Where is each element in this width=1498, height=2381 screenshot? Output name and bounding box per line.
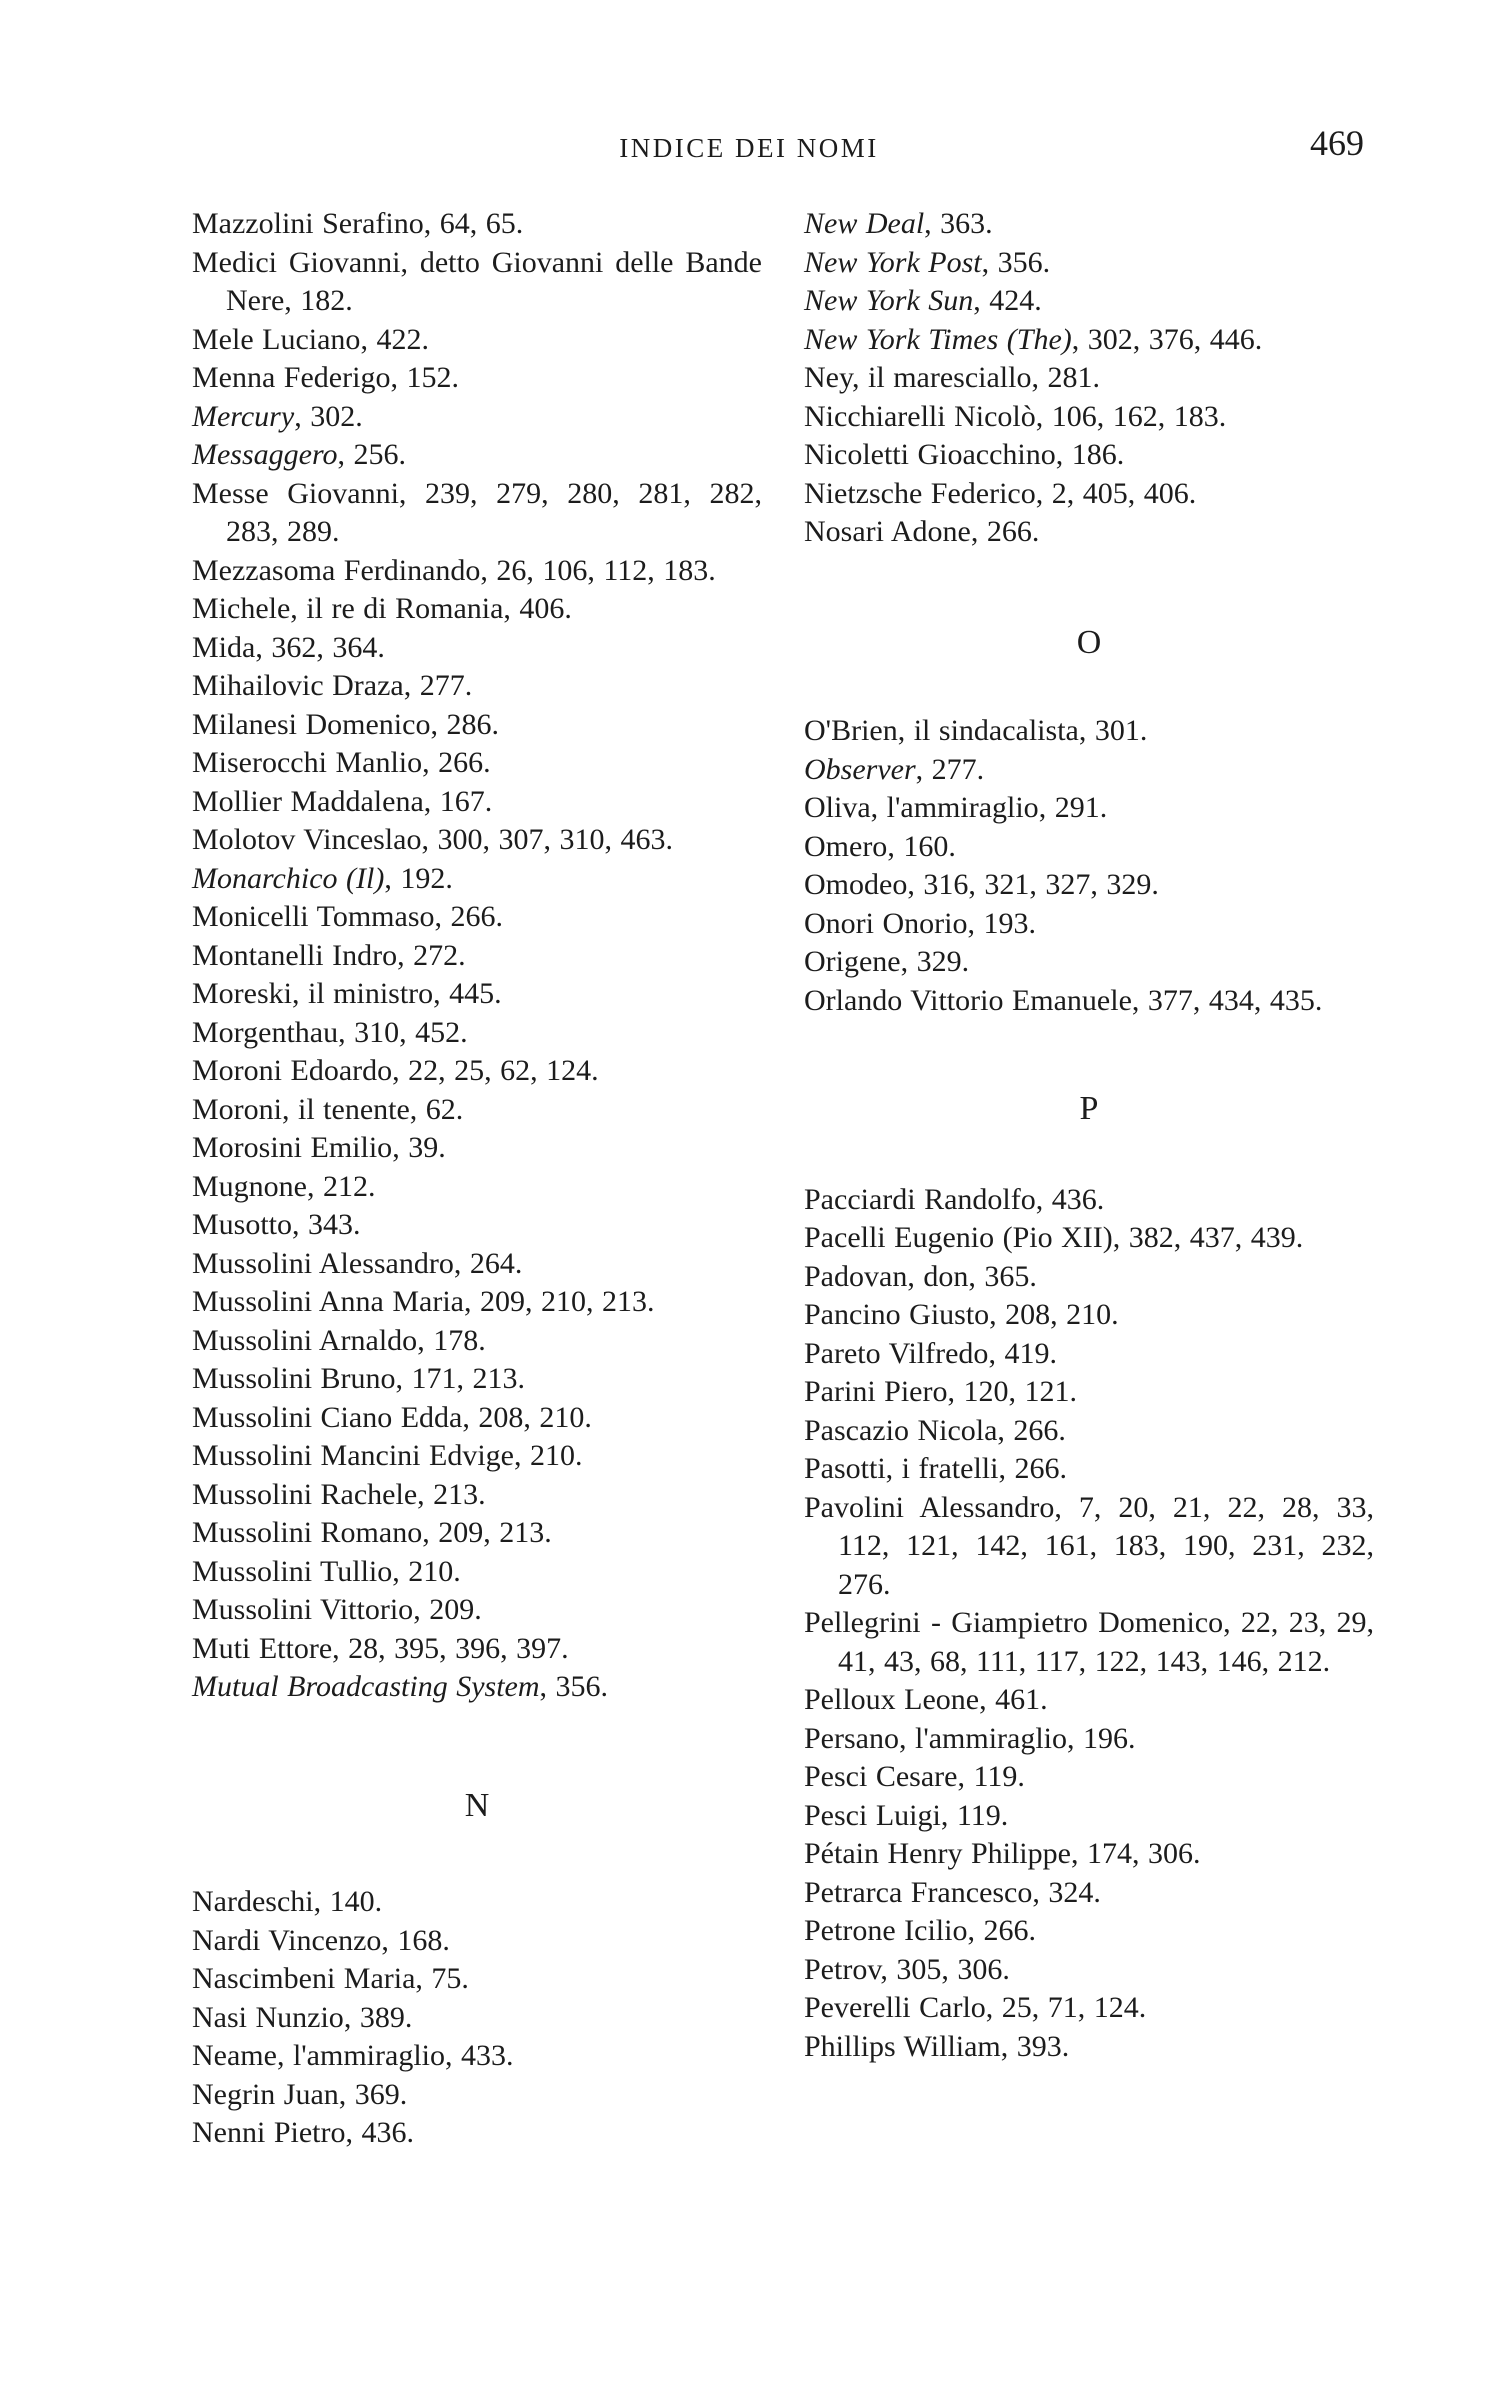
index-entry-page-refs: , 302, 376, 446.: [1071, 322, 1263, 356]
index-entry: [192, 1360, 762, 1399]
index-entry: [192, 1668, 762, 1707]
index-entry-page-refs: , 7, 20, 21, 22, 28, 33, 112, 121, 142, 161, 183, 190, 231, 232, 276.: [838, 1490, 1375, 1601]
index-entry: [804, 282, 1374, 321]
index-entry-name: Moroni, il tenente: [192, 1092, 410, 1126]
index-entry-page-refs: , 266.: [998, 1452, 1067, 1485]
index-entry: [192, 1091, 762, 1130]
index-entry: [192, 860, 762, 899]
index-entry-page-refs: , 272.: [397, 938, 466, 972]
index-entry-name: Pavolini Alessandro: [804, 1490, 1055, 1524]
index-entry-name: Pascazio Nicola: [804, 1413, 998, 1447]
index-entry: [192, 1476, 762, 1515]
index-entry-page-refs: , 433.: [444, 2039, 514, 2072]
index-entry-name: Pellegrini - Giampietro Domenico: [804, 1606, 1224, 1639]
index-entry-name: New Deal: [804, 207, 925, 240]
index-column-left: [192, 205, 762, 2153]
index-entry-page-refs: , 120, 121.: [947, 1375, 1077, 1408]
index-entry: [804, 1835, 1374, 1874]
index-entry-page-refs: , 356.: [539, 1670, 609, 1703]
index-entry: [192, 1630, 762, 1669]
index-entry-page-refs: , 186.: [1055, 438, 1125, 471]
index-entry-page-refs: , 178.: [417, 1323, 486, 1357]
index-entry: [192, 552, 762, 591]
index-entry-page-refs: , 393.: [1000, 2029, 1070, 2063]
index-entry-page-refs: , 445.: [433, 977, 502, 1010]
index-entry-page-refs: , 264.: [453, 1246, 523, 1280]
index-entry-name: Pacelli Eugenio (Pio XII): [804, 1221, 1113, 1254]
index-entry: [192, 1591, 762, 1630]
index-entry: [804, 1604, 1374, 1681]
index-entry-name: Musotto: [192, 1208, 293, 1241]
index-entry-page-refs: , 277.: [403, 669, 473, 702]
index-entry-page-refs: , 365.: [968, 1259, 1037, 1293]
index-entry: [192, 1322, 762, 1361]
index-entry-page-refs: , 305, 306.: [880, 1952, 1010, 1986]
index-entry-page-refs: , 182.: [284, 284, 353, 317]
index-entry-name: Origene: [804, 945, 901, 978]
index-entry-page-refs: , 356.: [981, 245, 1051, 279]
index-entry-page-refs: , 422.: [360, 322, 429, 356]
index-entry-page-refs: , 266.: [967, 1914, 1036, 1947]
index-entry: [192, 475, 762, 552]
index-entry: [804, 205, 1374, 244]
index-entry-name: Pasotti, i fratelli: [804, 1452, 999, 1485]
index-entry: [192, 1283, 762, 1322]
index-entry-name: Pancino Giusto: [804, 1298, 990, 1331]
index-entry-name: Mihailovic Draza: [192, 669, 404, 702]
index-entry-name: Milanesi Domenico: [192, 707, 431, 741]
index-entry-name: Pelloux Leone: [804, 1683, 980, 1716]
index-entry-name: Nosari Adone: [804, 515, 971, 548]
index-entry: [192, 783, 762, 822]
index-entry-name: Mazzolini Serafino: [192, 207, 424, 240]
index-entry-page-refs: , 62.: [409, 1092, 464, 1126]
index-entry-page-refs: , 193.: [967, 906, 1036, 940]
index-entry-name: Nietzsche Federico: [804, 476, 1036, 510]
index-entry-name: Mussolini Rachele: [192, 1477, 418, 1511]
index-entry: [192, 1999, 762, 2038]
index-entry-page-refs: , 286.: [430, 707, 499, 741]
index-entry: [804, 436, 1374, 475]
index-entry: [192, 590, 762, 629]
index-entry: [804, 1681, 1374, 1720]
index-entry-page-refs: , 22, 23, 29, 41, 43, 68, 111, 117, 122, 143, 146, 212.: [838, 1606, 1375, 1678]
index-entry-page-refs: , 106, 162, 183.: [1035, 399, 1227, 433]
index-entry: [804, 2028, 1374, 2067]
index-entry: [192, 629, 762, 668]
index-entry-name: Mida: [192, 630, 256, 664]
index-entry-page-refs: , 75.: [415, 1962, 469, 1995]
index-entry: [192, 1399, 762, 1438]
index-entry-name: Parini Piero: [804, 1375, 948, 1408]
index-entry: [804, 513, 1374, 552]
index-entry-name: Phillips William: [804, 2029, 1001, 2063]
index-entry-name: Petrarca Francesco: [804, 1875, 1033, 1909]
index-entry-name: Observer: [804, 752, 916, 786]
index-entry: [804, 1258, 1374, 1297]
index-entry-name: Orlando Vittorio Emanuele: [804, 983, 1132, 1017]
index-entry-page-refs: , 406.: [503, 592, 572, 625]
index-entry-name: Padovan, don: [804, 1259, 969, 1293]
page-number: 469: [1310, 123, 1364, 163]
index-entry: [192, 975, 762, 1014]
index-entry-page-refs: , 26, 106, 112, 183.: [480, 553, 716, 587]
index-entry-page-refs: , 419.: [988, 1336, 1057, 1370]
index-entry: [804, 1450, 1374, 1489]
index-entry: [804, 828, 1374, 867]
index-entry-page-refs: , 209.: [413, 1593, 482, 1626]
section-letter-o: O: [1076, 623, 1102, 661]
index-entry-name: Pacciardi Randolfo: [804, 1182, 1036, 1216]
index-entry-name: Mussolini Bruno: [192, 1362, 396, 1395]
index-entry-name: Nicchiarelli Nicolò: [804, 399, 1036, 433]
index-entry-page-refs: , 382, 437, 439.: [1112, 1221, 1304, 1254]
index-entry-name: Michele, il re di Romania: [192, 592, 504, 625]
index-entry-name: Monarchico (Il): [192, 861, 385, 895]
index-entry-name: Mussolini Tullio: [192, 1554, 393, 1588]
index-entry: [804, 1951, 1374, 1990]
index-entry-name: Neame, l'ammiraglio: [192, 2039, 445, 2072]
index-entry-page-refs: , 196.: [1067, 1721, 1136, 1755]
index-entry-name: Mutual Broadcasting System: [192, 1670, 540, 1703]
index-entry: [192, 1437, 762, 1476]
index-entry: [804, 321, 1374, 360]
index-entry-name: O'Brien, il sindacalista: [804, 714, 1079, 747]
index-entry-name: Pesci Luigi: [804, 1798, 941, 1832]
index-entry-name: Omodeo: [804, 868, 908, 901]
index-entry-name: Mezzasoma Ferdinando: [192, 553, 481, 587]
index-entry-page-refs: , 152.: [390, 361, 459, 394]
index-entry-page-refs: , 291.: [1038, 791, 1108, 824]
index-entry-page-refs: , 208, 210.: [989, 1298, 1119, 1331]
index-entry-name: Petrone Icilio: [804, 1914, 968, 1947]
entry-group-m: [192, 205, 762, 1707]
index-entry-name: Mussolini Arnaldo: [192, 1323, 418, 1357]
index-entry-page-refs: , 168.: [381, 1923, 450, 1957]
index-entry-name: Pareto Vilfredo: [804, 1336, 989, 1370]
index-entry-name: Petrov: [804, 1952, 881, 1986]
entry-group-p: [804, 1181, 1374, 2067]
index-entry-name: Messe Giovanni: [192, 476, 399, 510]
section-letter-n: N: [464, 1786, 490, 1824]
index-entry: [192, 1052, 762, 1091]
index-entry-name: Mussolini Alessandro: [192, 1246, 454, 1280]
index-entry: [192, 205, 762, 244]
index-entry-name: Mercury: [192, 399, 295, 433]
index-entry-name: Medici Giovanni, detto Giovanni delle Bande Nere: [192, 245, 762, 317]
index-entry-name: Molotov Vinceslao: [192, 823, 422, 856]
index-entry-page-refs: , 300, 307, 310, 463.: [421, 823, 673, 856]
index-entry-page-refs: , 436.: [1035, 1182, 1105, 1216]
section-letter-p: P: [1079, 1090, 1099, 1127]
index-entry-name: Omero: [804, 829, 888, 863]
entry-group-o: [804, 712, 1374, 1020]
index-entry-page-refs: , 316, 321, 327, 329.: [907, 868, 1159, 901]
index-entry: [804, 905, 1374, 944]
index-entry-page-refs: , 209, 213.: [422, 1516, 552, 1549]
index-entry: [192, 937, 762, 976]
index-entry: [192, 1553, 762, 1592]
index-entry: [192, 244, 762, 321]
index-entry: [192, 1245, 762, 1284]
index-entry-name: Monicelli Tommaso: [192, 900, 435, 933]
index-entry: [192, 321, 762, 360]
index-entry: [804, 1296, 1374, 1335]
index-entry: [804, 1720, 1374, 1759]
index-entry: [804, 475, 1374, 514]
index-entry: [192, 2114, 762, 2153]
index-entry-page-refs: , 2, 405, 406.: [1035, 476, 1197, 510]
index-entry-page-refs: , 239, 279, 280, 281, 282, 283, 289.: [226, 476, 762, 548]
index-entry-page-refs: , 119.: [957, 1760, 1025, 1793]
index-entry-page-refs: , 266.: [422, 746, 491, 779]
index-entry-page-refs: , 436.: [345, 2116, 414, 2149]
index-entry: [192, 1883, 762, 1922]
index-entry-page-refs: , 212.: [307, 1169, 376, 1203]
index-entry: [192, 821, 762, 860]
index-entry: [804, 866, 1374, 905]
index-entry-name: Nardeschi: [192, 1885, 314, 1918]
index-entry-name: Oliva, l'ammiraglio: [804, 791, 1039, 824]
index-entry: [804, 359, 1374, 398]
index-entry: [192, 2076, 762, 2115]
index-entry-page-refs: , 209, 210, 213.: [464, 1285, 655, 1318]
index-entry-name: Muti Ettore: [192, 1631, 333, 1665]
index-entry-page-refs: , 301.: [1078, 714, 1148, 747]
index-entry-page-refs: , 64, 65.: [423, 207, 524, 240]
index-entry-page-refs: , 192.: [384, 861, 453, 895]
index-entry: [804, 1874, 1374, 1913]
index-entry-page-refs: , 343.: [292, 1208, 361, 1241]
index-entry: [192, 1960, 762, 1999]
index-entry-page-refs: , 362, 364.: [255, 630, 385, 664]
index-entry: [804, 1912, 1374, 1951]
index-entry-page-refs: , 160.: [887, 829, 956, 863]
index-entry: [804, 1219, 1374, 1258]
index-entry: [192, 1129, 762, 1168]
index-entry: [804, 1797, 1374, 1836]
index-entry-name: Mussolini Vittorio: [192, 1593, 414, 1626]
index-entry: [804, 982, 1374, 1021]
index-entry-page-refs: , 171, 213.: [395, 1362, 526, 1395]
index-entry-page-refs: , 210.: [513, 1439, 583, 1472]
index-entry-name: Menna Federigo: [192, 361, 391, 394]
index-entry-name: New York Sun: [804, 284, 974, 317]
index-entry-name: Miserocchi Manlio: [192, 746, 423, 779]
index-entry-name: Persano, l'ammiraglio: [804, 1721, 1068, 1755]
index-entry: [192, 1014, 762, 1053]
page-header-title: INDICE DEI NOMI: [619, 133, 879, 163]
index-entry: [804, 751, 1374, 790]
index-entry-name: Nardi Vincenzo: [192, 1923, 382, 1957]
index-entry: [192, 1168, 762, 1207]
index-entry-page-refs: , 22, 25, 62, 124.: [392, 1054, 599, 1087]
index-entry: [192, 744, 762, 783]
index-entry-page-refs: , 324.: [1032, 1875, 1101, 1909]
index-entry: [192, 436, 762, 475]
index-entry-name: Nasi Nunzio: [192, 2000, 344, 2034]
index-entry-page-refs: , 39.: [392, 1131, 446, 1164]
index-entry-page-refs: , 208, 210.: [462, 1400, 592, 1434]
index-entry-name: Nicoletti Gioacchino: [804, 438, 1056, 471]
index-entry-name: Pesci Cesare: [804, 1760, 958, 1793]
index-entry-name: Nenni Pietro: [192, 2116, 346, 2149]
index-entry: [804, 712, 1374, 751]
index-entry-page-refs: , 119.: [940, 1798, 1009, 1832]
index-entry-page-refs: , 167.: [423, 784, 493, 818]
index-entry-page-refs: , 389.: [343, 2000, 413, 2034]
index-entry-name: Mollier Maddalena: [192, 784, 424, 818]
index-entry-page-refs: , 424.: [973, 284, 1042, 317]
index-entry-name: Peverelli Carlo: [804, 1991, 986, 2024]
index-entry-name: Onori Onorio: [804, 906, 968, 940]
index-entry-name: Negrin Juan: [192, 2077, 339, 2111]
index-entry-name: Mele Luciano: [192, 322, 361, 356]
entry-group-n-continued: [804, 205, 1374, 552]
index-entry-page-refs: , 28, 395, 396, 397.: [332, 1631, 569, 1665]
index-entry: [192, 359, 762, 398]
index-entry-page-refs: , 210.: [392, 1554, 461, 1588]
index-entry: [192, 898, 762, 937]
index-entry-name: Messaggero: [192, 438, 338, 471]
index-entry-page-refs: , 302.: [294, 399, 363, 433]
index-entry-page-refs: , 266.: [970, 515, 1040, 548]
index-entry: [192, 1922, 762, 1961]
index-entry-name: Pétain Henry Philippe: [804, 1837, 1071, 1870]
index-entry-name: Mussolini Ciano Edda: [192, 1400, 463, 1434]
index-entry: [804, 244, 1374, 283]
index-entry: [804, 398, 1374, 437]
index-entry-name: Mussolini Anna Maria: [192, 1285, 464, 1318]
index-entry-name: Mussolini Romano: [192, 1516, 423, 1549]
index-column-right: [804, 205, 1374, 2066]
index-entry-page-refs: , 266.: [997, 1413, 1066, 1447]
index-entry: [804, 1989, 1374, 2028]
index-entry: [804, 1181, 1374, 1220]
index-entry-page-refs: , 377, 434, 435.: [1131, 983, 1323, 1017]
index-entry-page-refs: , 266.: [434, 900, 503, 933]
index-entry-name: Morgenthau: [192, 1015, 339, 1049]
index-entry-page-refs: , 281.: [1031, 361, 1100, 394]
index-entry-name: Montanelli Indro: [192, 938, 398, 972]
index-entry: [804, 1489, 1374, 1605]
index-entry-name: Mussolini Mancini Edvige: [192, 1439, 514, 1472]
index-entry-name: New York Post: [804, 245, 982, 279]
index-entry-name: Moreski, il ministro: [192, 977, 434, 1010]
index-entry-page-refs: , 461.: [979, 1683, 1048, 1716]
index-entry-page-refs: , 329.: [900, 945, 970, 978]
index-entry: [804, 943, 1374, 982]
index-entry-name: Moroni Edoardo: [192, 1054, 393, 1087]
index-entry: [192, 1206, 762, 1245]
index-entry: [804, 1758, 1374, 1797]
index-entry-name: Mugnone: [192, 1169, 307, 1203]
index-entry-page-refs: , 174, 306.: [1070, 1837, 1201, 1870]
index-entry: [192, 667, 762, 706]
index-entry: [804, 1412, 1374, 1451]
entry-group-n: [192, 1883, 762, 2153]
index-entry: [804, 1373, 1374, 1412]
index-entry-page-refs: , 25, 71, 124.: [985, 1991, 1147, 2024]
index-entry-name: Morosini Emilio: [192, 1131, 393, 1164]
index-entry-page-refs: , 310, 452.: [338, 1015, 468, 1049]
index-entry-page-refs: , 213.: [417, 1477, 486, 1511]
index-entry-page-refs: , 369.: [338, 2077, 408, 2111]
index-entry-page-refs: , 363.: [924, 207, 993, 240]
index-entry-page-refs: , 256.: [337, 438, 407, 471]
index-entry-page-refs: , 277.: [915, 752, 985, 786]
index-entry-name: New York Times (The): [804, 322, 1072, 356]
index-entry: [192, 706, 762, 745]
index-entry: [804, 789, 1374, 828]
index-entry-name: Ney, il maresciallo: [804, 361, 1032, 394]
index-entry: [192, 398, 762, 437]
index-entry-page-refs: , 140.: [313, 1885, 383, 1918]
index-entry: [192, 1514, 762, 1553]
index-entry-name: Nascimbeni Maria: [192, 1962, 416, 1995]
index-entry: [804, 1335, 1374, 1374]
index-entry: [192, 2037, 762, 2076]
